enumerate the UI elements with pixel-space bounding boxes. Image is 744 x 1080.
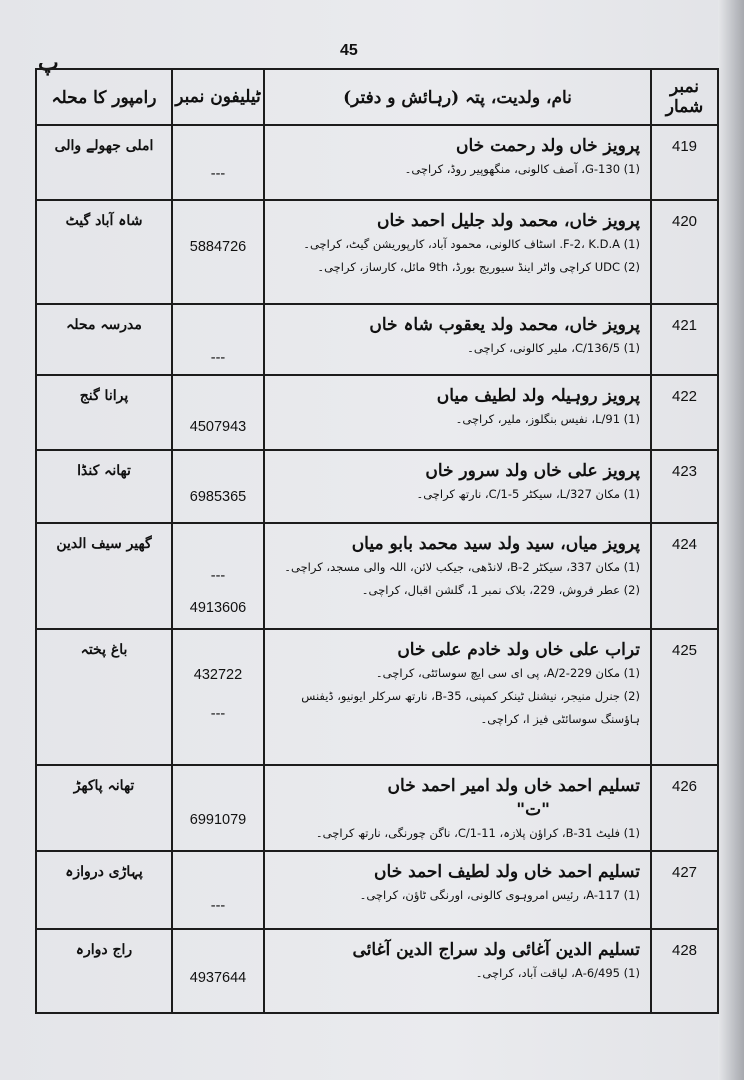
phone-cell bbox=[172, 200, 264, 304]
address-line: (1) A-117، رئیس امروہوی کالونی، اورنگی ٹاؤن، کراچی۔ bbox=[359, 888, 640, 902]
entry-details bbox=[264, 375, 651, 450]
person-name-text: تراب علی خاں ولد خادم علی خاں bbox=[397, 640, 640, 660]
mohalla-name: گھیر سیف الدین bbox=[36, 523, 172, 629]
phone-cell bbox=[172, 629, 264, 765]
table-row bbox=[36, 851, 718, 929]
person-name bbox=[271, 459, 640, 483]
phone-number: 5884726 bbox=[189, 239, 247, 255]
person-name-text: پرویز علی خاں ولد سرور خاں bbox=[425, 461, 640, 481]
mohalla-name: تھانہ پاکھڑ bbox=[36, 765, 172, 851]
person-name-text: پرویز خاں، محمد ولد جلیل احمد خاں bbox=[376, 211, 640, 231]
person-name-text: پرویز خاں ولد رحمت خاں bbox=[455, 136, 640, 156]
person-name-text: تسلیم احمد خاں ولد لطیف احمد خاں bbox=[374, 862, 640, 882]
person-name-text: پرویز میاں، سید ولد سید محمد بابو میاں bbox=[351, 534, 640, 554]
person-name bbox=[271, 938, 640, 962]
phone-number: --- bbox=[210, 568, 226, 584]
phone-number: 4913606 bbox=[189, 600, 247, 616]
phone-cell bbox=[172, 765, 264, 851]
phone-number: 432722 bbox=[193, 667, 243, 683]
table-row bbox=[36, 200, 718, 304]
mohalla-name: راج دوارہ bbox=[36, 929, 172, 1013]
header-phone: ٹیلیفون نمبر bbox=[172, 69, 264, 125]
address-line: (2) عطر فروش، 229، بلاک نمبر 1، گلشن اقبال، کراچی۔ bbox=[361, 583, 640, 597]
phone-number: 4937644 bbox=[189, 970, 247, 986]
mohalla-name: پرانا گنج bbox=[36, 375, 172, 450]
table-row bbox=[36, 523, 718, 629]
phone-number: --- bbox=[210, 350, 226, 366]
address-line: ہاؤسنگ سوسائٹی فیز ا، کراچی۔ bbox=[480, 712, 640, 726]
page-letter: پ bbox=[38, 50, 59, 76]
entry-details bbox=[264, 851, 651, 929]
person-name bbox=[271, 774, 640, 822]
address-line: (1) F-2، K.D.A. اسٹاف کالونی، محمود آباد، کارپوریشن گیٹ، کراچی۔ bbox=[303, 237, 640, 251]
header-mohalla: رامپور کا محلہ bbox=[36, 69, 172, 125]
entry-details bbox=[264, 200, 651, 304]
phone-cell bbox=[172, 375, 264, 450]
table-row bbox=[36, 629, 718, 765]
serial-number: 424 bbox=[651, 523, 718, 629]
phone-cell bbox=[172, 304, 264, 375]
header-serial: نمبر شمار bbox=[651, 69, 718, 125]
phone-cell bbox=[172, 851, 264, 929]
table-row bbox=[36, 375, 718, 450]
phone-cell bbox=[172, 929, 264, 1013]
mohalla-name: پہاڑی دروازہ bbox=[36, 851, 172, 929]
table-header-row bbox=[36, 69, 718, 125]
mohalla-name: تھانہ کنڈا bbox=[36, 450, 172, 523]
phone-number: --- bbox=[210, 706, 226, 722]
person-name bbox=[271, 532, 640, 556]
directory-table bbox=[35, 68, 719, 1014]
person-name-text: پرویز روہیلہ ولد لطیف میاں bbox=[436, 386, 640, 406]
serial-number: 421 bbox=[651, 304, 718, 375]
person-name bbox=[271, 209, 640, 233]
phone-cell bbox=[172, 523, 264, 629]
entry-details bbox=[264, 765, 651, 851]
address-line: (2) UDC کراچی واٹر اینڈ سیوریج بورڈ، 9th مائل، کارساز، کراچی۔ bbox=[317, 260, 640, 274]
serial-number: 422 bbox=[651, 375, 718, 450]
header-name: نام، ولدیت، پتہ (رہائش و دفتر) bbox=[264, 69, 651, 125]
person-name bbox=[271, 384, 640, 408]
address-line: (1) مکان 229-A/2، پی ای سی ایچ سوسائٹی، کراچی۔ bbox=[375, 666, 640, 680]
serial-number: 425 bbox=[651, 629, 718, 765]
entry-details bbox=[264, 929, 651, 1013]
phone-number: --- bbox=[210, 166, 226, 182]
table-row bbox=[36, 765, 718, 851]
address-line: (2) جنرل منیجر، نیشنل ٹینکر کمپنی، B-35، نارتھ سرکلر ایونیو، ڈیفنس bbox=[301, 689, 640, 703]
page-number: 45 bbox=[340, 42, 358, 59]
table-row bbox=[36, 304, 718, 375]
serial-number: 423 bbox=[651, 450, 718, 523]
entry-details bbox=[264, 304, 651, 375]
mohalla-name: باغ پختہ bbox=[36, 629, 172, 765]
person-name-text: تسلیم احمد خاں ولد امیر احمد خاں bbox=[387, 776, 640, 796]
mohalla-name: مدرسہ محلہ bbox=[36, 304, 172, 375]
table-row bbox=[36, 125, 718, 200]
person-name bbox=[271, 638, 640, 662]
person-name-text: تسلیم الدین آغائی ولد سراج الدین آغائی bbox=[352, 940, 640, 960]
phone-cell bbox=[172, 125, 264, 200]
entry-details bbox=[264, 523, 651, 629]
address-line: (1) 6/495-A، لیاقت آباد، کراچی۔ bbox=[475, 966, 640, 980]
serial-number: 426 bbox=[651, 765, 718, 851]
entry-details bbox=[264, 629, 651, 765]
table-row bbox=[36, 450, 718, 523]
serial-number: 419 bbox=[651, 125, 718, 200]
entry-details bbox=[264, 450, 651, 523]
phone-cell bbox=[172, 450, 264, 523]
address-line: (1) L/91، نفیس بنگلوز، ملیر، کراچی۔ bbox=[455, 412, 640, 426]
address-line: (1) مکان L/327، سیکٹر 5-C/1، نارتھ کراچی۔ bbox=[416, 487, 640, 501]
phone-number: 6991079 bbox=[189, 812, 247, 828]
entry-details bbox=[264, 125, 651, 200]
mohalla-name: املی جھولے والی bbox=[36, 125, 172, 200]
person-name bbox=[271, 313, 640, 337]
person-name bbox=[271, 860, 640, 884]
address-line: (1) فلیٹ B-31، کراؤن پلازہ، 11-C/1، ناگن چورنگی، نارتھ کراچی۔ bbox=[315, 826, 640, 840]
mohalla-name: شاہ آباد گیٹ bbox=[36, 200, 172, 304]
person-name bbox=[271, 134, 640, 158]
address-line: (1) G-130، آصف کالونی، منگھوپیر روڈ، کراچی۔ bbox=[404, 162, 640, 176]
serial-number: 420 bbox=[651, 200, 718, 304]
table-row bbox=[36, 929, 718, 1013]
phone-number: 4507943 bbox=[189, 419, 247, 435]
serial-number: 428 bbox=[651, 929, 718, 1013]
section-mark: "ت" bbox=[516, 800, 550, 820]
address-line: (1) C/136/5، ملیر کالونی، کراچی۔ bbox=[467, 341, 640, 355]
phone-number: --- bbox=[210, 898, 226, 914]
address-line: (1) مکان 337، سیکٹر 2-B، لانڈھی، جیکب لائن، اللہ والی مسجد، کراچی۔ bbox=[284, 560, 640, 574]
book-spine bbox=[718, 0, 744, 1080]
serial-number: 427 bbox=[651, 851, 718, 929]
person-name-text: پرویز خاں، محمد ولد یعقوب شاہ خاں bbox=[369, 315, 640, 335]
phone-number: 6985365 bbox=[189, 489, 247, 505]
